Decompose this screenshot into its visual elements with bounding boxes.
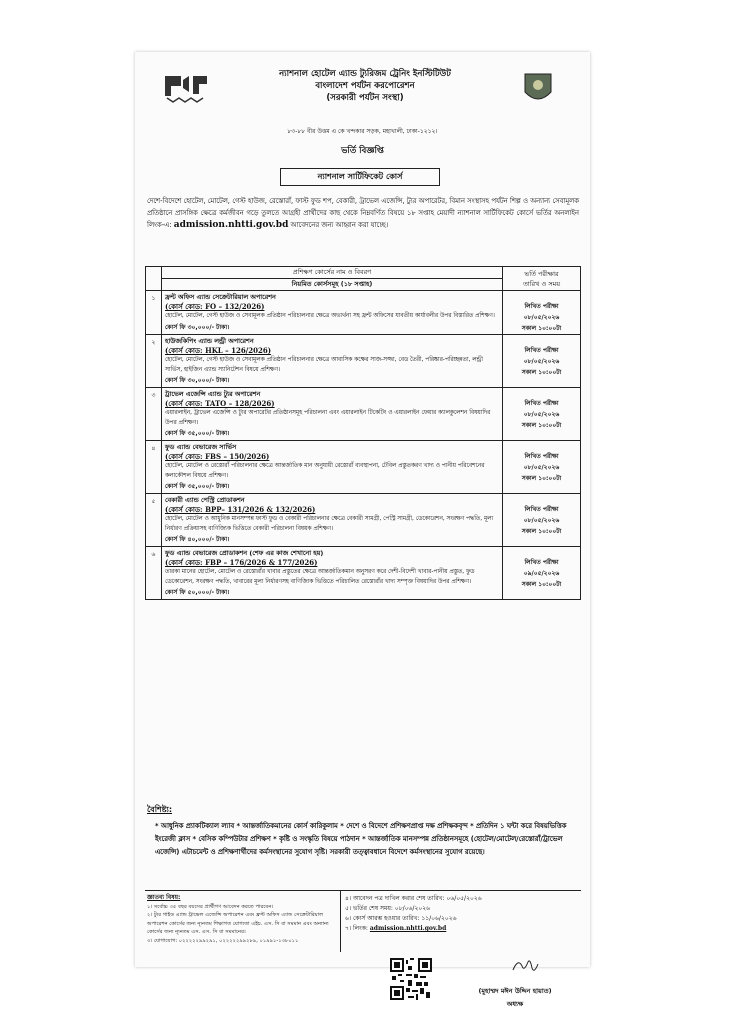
exam-time: সকাল ১০:০০টা [521, 325, 562, 332]
table-row [146, 388, 581, 441]
course-cell [162, 388, 503, 441]
exam-type: লিখিত পরীক্ষা [524, 303, 559, 310]
notice-title: ভর্তি বিজ্ঞপ্তি [341, 146, 384, 156]
course-rows [146, 291, 581, 600]
address: ৮৩-৮৮ বীর উত্তম এ কে খন্দকার সড়ক, মহাখালী, ঢাকা-১২১২। [287, 128, 438, 135]
course-title: ফুড এ্যান্ড বেভারেজ প্রোডাকশন (শেফ এর কাজ শেখানো হয়) [165, 549, 324, 557]
exam-time: সকাল ১০:০০টা [521, 581, 562, 588]
exam-time: সকাল ১০:০০টা [521, 528, 562, 535]
table-header-exam [503, 267, 581, 291]
institute-logo-icon [163, 74, 211, 104]
admission-link[interactable]: admission.nhtti.gov.bd [173, 220, 289, 230]
exam-date: ০৮/০৫/২০২৬ [523, 411, 560, 418]
intro-paragraph [147, 195, 579, 231]
institute-name: ন্যাশনাল হোটেল এ্যান্ড ট্যুরিজম ট্রেনিং ইনস্টিটিউট [279, 69, 451, 79]
notes-title: জ্ঞাতব্য বিষয়: [147, 894, 181, 901]
qr-code-icon[interactable] [390, 958, 432, 1000]
course-fee: কোর্স ফি ৪০,০০০/- টাকা। [165, 536, 230, 543]
notes-vertical-divider [340, 890, 341, 952]
course-cell [162, 441, 503, 494]
table-header-regular: নিয়মিত কোর্সসমূহ (১৮ সপ্তাহ) [162, 279, 503, 291]
note-4: ৪। আবেদন পত্র দাখিল করার শেষ তারিখ: ০৬/০৫/২০২৬ [345, 895, 482, 902]
row-number: ৬ [146, 547, 162, 600]
course-code: (কোর্স কোড: FBP – 176/2026 & 177/2026) [165, 558, 318, 567]
exam-cell [503, 494, 581, 547]
course-fee: কোর্স ফি ৫০,০০০/- টাকা। [165, 589, 230, 596]
intro-text: দেশে-বিদেশে হোটেল, মোটেল, গেস্ট হাউজ, রেস্তোরাঁ, ফাস্ট ফুড শপ, বেকারী, ট্রাভেল এজেন্সি, ট্যুর অপারেটর, বিমান সংস্থাসহ পর্যটন শিল্প ও অন্যান্য সেবামূলক প্রতিষ্ঠানে প্রাসঙ্গিক ক্ষেত্রে কর্মজীবন গড়ে তুলতে আগ্রহী প্রার্থীদের কাছ থেকে নিম্নবর্ণিত বিষয়ে ১৮ সপ্তাহ মেয়াদী ন্যাশনাল সার্টিফিকেট কোর্সে ভর্তির অনলাইন লিংক-এ: [147, 197, 579, 229]
notes-divider [145, 890, 581, 891]
note-7-label: ৭। লিংক: [345, 925, 368, 932]
table-row [146, 291, 581, 335]
exam-date: ০৮/০৫/২০২৬ [523, 314, 560, 321]
row-number: ৩ [146, 388, 162, 441]
notes-right [345, 894, 585, 934]
course-description: হোটেল, মোটেল, গেস্ট হাউজ ও সেবামূলক প্রতিষ্ঠান পরিচালনার ক্ষেত্রে অভ্যর্থনা সহ ফ্রন্ট অফিসের যাবতীয় কার্যাবলীর উপর বিস্তারিত প্রশিক্ষণ। [165, 313, 495, 319]
course-title: হাউজকিপিং এ্যান্ড লন্ড্রী অপারেশন [165, 337, 254, 345]
row-number: ৫ [146, 494, 162, 547]
exam-cell [503, 335, 581, 388]
course-code: (কোর্স কোড: FO – 132/2026) [165, 302, 265, 311]
note-7-link[interactable]: admission.nhtti.gov.bd [369, 925, 447, 932]
course-description: তারকা মানের হোটেল, মোটেল ও রেস্তোরাঁর খাবার প্রস্তুতের ক্ষেত্রে আন্তর্জাতিকমান অনুসরণ করে দেশী-বিদেশী খাবার-পানীয় প্রস্তুত, ফুড ডেকোরেশন, সংরক্ষণ পদ্ধতি, খাবারের মূল্য নির্ধারণসহ বাণিজ্যিক ভিত্তিতে পরিচালিত রেস্তোরাঁর খাদ্য সম্পৃক্ত বিষয়াদির উপর প্রশিক্ষণ। [165, 569, 475, 585]
admission-notice-document [135, 52, 590, 1008]
note-6: ৬। কোর্স আরম্ভ হওয়ার তারিখ: ১১/০৬/২০২৬ [345, 915, 457, 922]
course-description: হোটেল, মোটেল ও আধুনিক মানসম্পন্ন ফাস্ট ফুড ও বেকারী পরিচালনার ক্ষেত্রে বেকারী সামগ্রী, পেস্ট্রি সামগ্রী, ডেকোরেশন, সংরক্ষণ পদ্ধতি, মূল্য নির্ধারণ প্রক্রিয়াসহ বাণিজ্যিক ভিত্তিতে বেকারী পরিচালনা বিষয়ক প্রশিক্ষণ। [165, 516, 494, 532]
course-title: ফুড এ্যান্ড বেভারেজ সার্ভিস [165, 443, 237, 451]
exam-cell [503, 388, 581, 441]
features-title: বৈশিষ্ট্য: [147, 805, 173, 814]
exam-cell [503, 547, 581, 600]
intro-suffix: আবেদনের জন্য আহ্বান করা যাচ্ছে। [290, 221, 389, 229]
course-fee: কোর্স ফি ৩০,০০০/- টাকা। [165, 377, 230, 384]
row-number: ৪ [146, 441, 162, 494]
exam-type: লিখিত পরীক্ষা [524, 347, 559, 354]
course-title: ফ্রন্ট অফিস এ্যান্ড সেক্রেটারিয়াল অপারেশন [165, 293, 276, 301]
exam-cell [503, 291, 581, 335]
course-code: (কোর্স কোড: FBS – 150/2026) [165, 452, 270, 461]
exam-time: সকাল ১০:০০টা [521, 475, 562, 482]
signature-mark [510, 956, 540, 976]
table-row [146, 494, 581, 547]
signatory-title: অধ্যক্ষ [506, 1000, 524, 1008]
document-header [135, 60, 590, 156]
course-fee: কোর্স ফি ৩০,০০০/- টাকা। [165, 323, 230, 331]
course-fee: কোর্স ফি ৩৫,০০০/- টাকা। [165, 483, 230, 490]
course-code: (কোর্স কোড: TATO – 128/2026) [165, 399, 275, 408]
course-description: হোটেল, মোটেল, গেস্ট হাউজ ও সেবামূলক প্রতিষ্ঠান পরিচালনার ক্ষেত্রে আবাসিক কক্ষের সাজ-সজ্জা, বেড তৈরী, পরিষ্কার-পরিচ্ছন্নতা, লন্ড্রী সার্ভিস, হাইজিন এ্যান্ড স্যানিটেশন বিষয়ে প্রশিক্ষণ। [165, 357, 483, 373]
table-header-course: প্রশিক্ষণ কোর্সের নাম ও বিবরণ [162, 267, 503, 279]
govt-label: (সরকারী পর্যটন সংস্থা) [326, 93, 404, 103]
table-row [146, 335, 581, 388]
exam-cell [503, 441, 581, 494]
table-header-exam-line1: ভর্তি পরীক্ষার [524, 270, 559, 278]
row-number: ১ [146, 291, 162, 335]
course-description: হোটেল, মোটেল ও রেস্তোরাঁ পরিচালনার ক্ষেত্রে আন্তর্জাতিক মান অনুযায়ী রেস্তোরাঁ ব্যবস্থাপনা, টেবিল প্রস্তুতকরণ খাদ্য ও পানীয় পরিবেশনের কলাকৌশল বিষয়ে প্রশিক্ষণ। [165, 463, 485, 479]
signatory-name: (মুহাম্মদ মঈন উদ্দিন হায়াত) [478, 987, 552, 995]
course-title: বেকারী এ্যান্ড পেস্ট্রি প্রোডাকশন [165, 496, 245, 504]
exam-date: ০৮/০৫/২০২৬ [523, 464, 560, 471]
course-cell [162, 494, 503, 547]
course-title: ট্রাভেল এজেন্সি এ্যান্ড ট্যুর অপারেশন [165, 390, 261, 398]
course-cell [162, 335, 503, 388]
course-code: (কোর্স কোড: HKL – 126/2026) [165, 346, 272, 355]
header-titles [225, 68, 505, 104]
corporation-name: বাংলাদেশ পর্যটন করপোরেশন [315, 81, 415, 91]
exam-type: লিখিত পরীক্ষা [524, 400, 559, 407]
features-text: * আধুনিক প্র্যাকটিক্যাল ল্যাব * আন্তর্জাতিকমানের কোর্স কারিকুলাম * দেশে ও বিদেশে প্রশিক্ষণপ্রাপ্ত দক্ষ প্রশিক্ষকবৃন্দ * প্রতিদিন ১ ঘন্টা করে বিষয়ভিত্তিক ইংরেজী ক্লাস * বেসিক কম্পিউটার প্রশিক্ষণ * কৃষ্টি ও সংস্কৃতি বিষয়ে পাঠদান * আন্তর্জাতিক মানসম্পন্ন প্রতিষ্ঠানসমূহে (হোটেল/মোটেল/রেস্তোরাঁ/ট্রাভেল এজেন্সি) এটাচমেন্ট ও প্রশিক্ষণার্থীদের কর্মসংস্থানের সুযোগ সৃষ্টি। সরকারী তত্ত্বাবধানে বিদেশে কর্মসংস্থানের সুযোগ রয়েছে। [155, 822, 567, 856]
exam-type: লিখিত পরীক্ষা [524, 506, 559, 513]
table-header-no [146, 267, 162, 291]
note-3: ৩। যোগাযোগ: ০২২২২২৯৯২৯১, ০২২২২২৯৯২৮৯, ০১৯৯১-১৩৮০১১ [147, 937, 299, 944]
table-row [146, 441, 581, 494]
exam-time: সকাল ১০:০০টা [521, 369, 562, 376]
exam-date: ০৮/০৫/২০২৬ [523, 358, 560, 365]
course-cell [162, 291, 503, 335]
corporation-emblem-icon [523, 72, 553, 106]
exam-date: ০৮/০৫/২০২৬ [523, 517, 560, 524]
exam-type: লিখিত পরীক্ষা [524, 559, 559, 566]
note-1: ১। সর্বোচ্চ ৩৫ বছর বয়সের প্রার্থীগণ আবেদন করতে পারবেন। [147, 903, 274, 910]
note-5: ৫। ভর্তির শেষ সময়: ০৮/০৬/২০২৬ [345, 905, 431, 912]
course-description: এয়ারলাইন, ট্রাভেল এজেন্সি ও ট্যুর অপারেটর প্রতিষ্ঠানসমূহ পরিচালনা এবং এয়ারলাইন টিকেটিং ও এয়ারলাইন ফেয়ার ক্যালকুলেশন বিষয়াদির উপর প্রশিক্ষণ। [165, 410, 491, 426]
notes-left [147, 894, 337, 945]
course-cell [162, 547, 503, 600]
note-7 [345, 924, 585, 934]
exam-time: সকাল ১০:০০টা [521, 422, 562, 429]
exam-type: লিখিত পরীক্ষা [524, 453, 559, 460]
note-2: ২। ট্যুর গাইড এ্যান্ড ট্রাভেল এজেন্সি অপারেশন এবং ফ্রন্ট অফিস এ্যান্ড সেক্রেটারিয়াল অপারেশন কোর্সের জন্য ন্যূনতম শিক্ষাগত যোগ্যতা এইচ. এস. সি বা সমমান এবং অন্যান্য কোর্সের জন্য ন্যূনতম এস. এস. সি বা সমমানের। [147, 912, 329, 935]
exam-date: ০৯/০৫/২০২৬ [523, 570, 560, 577]
course-type-box: ন্যাশনাল সার্টিফিকেট কোর্স [280, 168, 440, 186]
table-header-exam-line2: তারিখ ও সময় [522, 280, 561, 288]
row-number: ২ [146, 335, 162, 388]
course-code: (কোর্স কোড: BPP– 131/2026 & 132/2026) [165, 505, 316, 514]
course-fee: কোর্স ফি ৩৫,০০০/- টাকা। [165, 430, 230, 437]
course-table [145, 266, 581, 600]
table-row [146, 547, 581, 600]
